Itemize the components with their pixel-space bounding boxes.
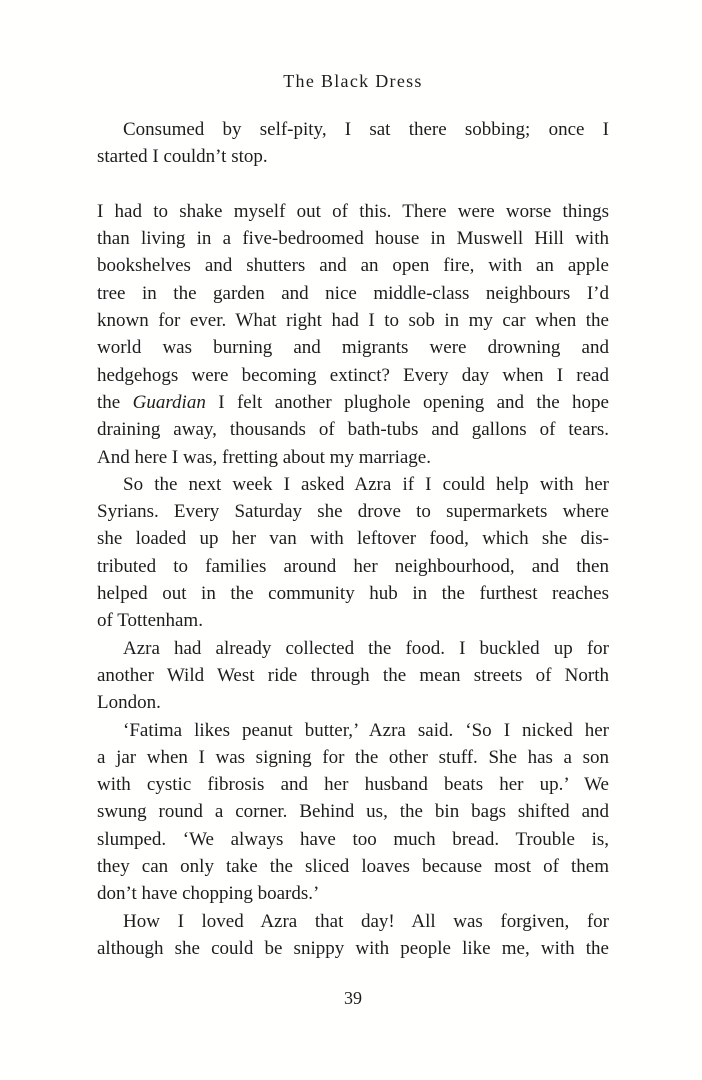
paragraph: [97, 908, 609, 963]
italic-text: Guardian: [132, 391, 206, 413]
page-text: [97, 116, 609, 962]
text-line: they can only take the sliced loaves because most of them: [97, 856, 609, 878]
text-line: I had to shake myself out of this. There were worse things: [97, 200, 609, 222]
text-line: draining away, thousands of bath-tubs and gallons of tears.: [97, 419, 609, 441]
text-line: don’t have chopping boards.’: [97, 883, 320, 905]
paragraph: [97, 116, 609, 171]
text-line: swung round a corner. Behind us, the bin bags shifted and: [97, 801, 609, 823]
text-line: a jar when I was signing for the other stuff. She has a son: [97, 746, 609, 768]
text-line: Syrians. Every Saturday she drove to supermarkets where: [97, 501, 609, 523]
text-line: tree in the garden and nice middle-class neighbours I’d: [97, 282, 609, 304]
paragraph: [97, 198, 609, 471]
text-line: London.: [97, 692, 161, 714]
text-line: world was burning and migrants were drowning and: [97, 337, 609, 359]
text-line: although she could be snippy with people like me, with the: [97, 937, 609, 959]
text-line: she loaded up her van with leftover food, which she dis-: [97, 528, 609, 550]
text-line: How I loved Azra that day! All was forgiven, for: [123, 910, 609, 932]
text-line: started I couldn’t stop.: [97, 146, 268, 168]
plain-text: the: [97, 391, 133, 413]
text-line: So the next week I asked Azra if I could help with her: [123, 473, 609, 495]
text-line: of Tottenham.: [97, 610, 203, 632]
text-line: tributed to families around her neighbourhood, and then: [97, 555, 609, 577]
text-line: helped out in the community hub in the furthest reaches: [97, 583, 609, 605]
text-line: than living in a five-bedroomed house in Muswell Hill with: [97, 228, 609, 250]
text-line: Consumed by self-pity, I sat there sobbing; once I: [123, 119, 609, 140]
text-line: And here I was, fretting about my marriage.: [97, 446, 431, 468]
text-line: ‘Fatima likes peanut butter,’ Azra said. ‘So I nicked her: [123, 719, 609, 741]
text-line: [97, 389, 609, 416]
text-line: bookshelves and shutters and an open fire, with an apple: [97, 255, 609, 277]
plain-text: I felt another plughole opening and the hope: [205, 391, 609, 413]
paragraph: [97, 471, 609, 635]
paragraph: [97, 635, 609, 717]
text-line: Azra had already collected the food. I buckled up for: [123, 637, 609, 659]
page-number: 39: [344, 988, 362, 1009]
page-title: The Black Dress: [283, 71, 423, 91]
text-line: slumped. ‘We always have too much bread. Trouble is,: [97, 828, 609, 850]
text-line: another Wild West ride through the mean streets of North: [97, 664, 609, 686]
text-line: known for ever. What right had I to sob in my car when the: [97, 310, 609, 332]
text-line: with cystic fibrosis and her husband beats her up.’ We: [97, 774, 609, 796]
paragraph: [97, 717, 609, 908]
text-line: hedgehogs were becoming extinct? Every day when I read: [97, 364, 609, 386]
